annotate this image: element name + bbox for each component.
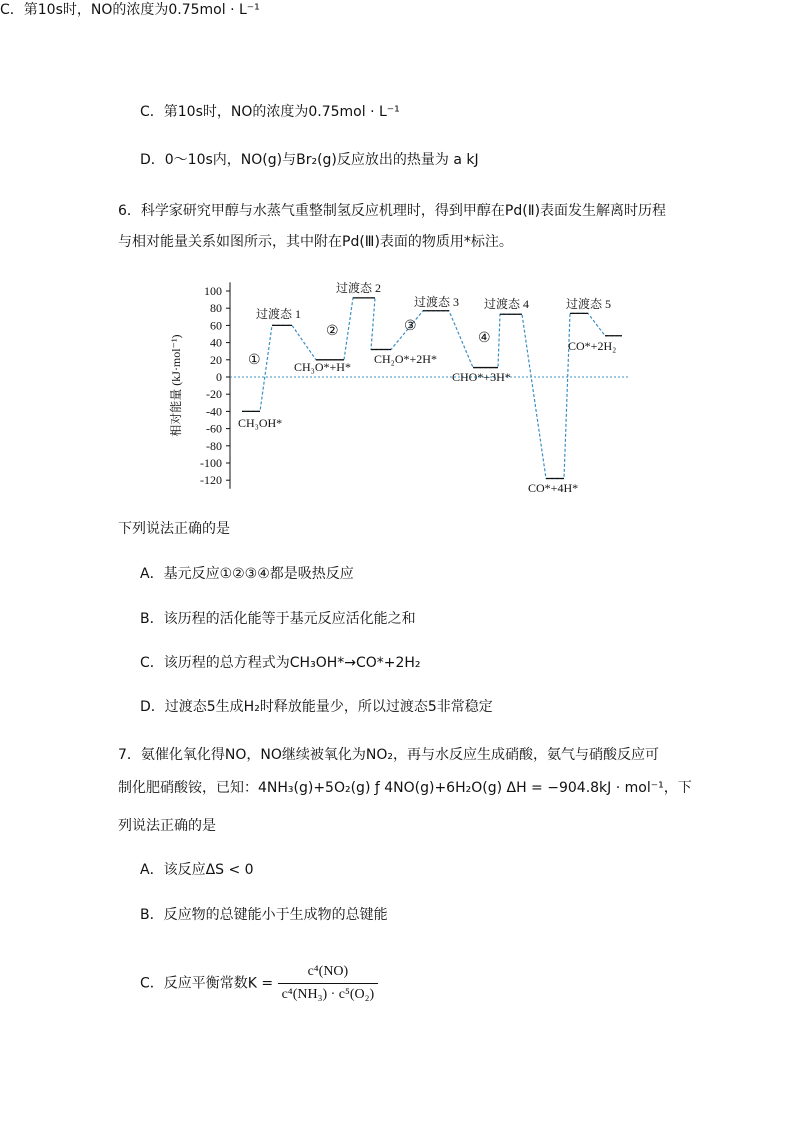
energy-level-label: CO*+4H*	[528, 481, 579, 495]
y-tick-label: -60	[206, 421, 222, 436]
q6-stem-line1: 6．科学家研究甲醇与水蒸气重整制氢反应机理时，得到甲醇在Pd(Ⅱ)表面发生解离时历程	[118, 203, 667, 219]
step-marker: ④	[478, 331, 491, 346]
y-axis-label: 相对能量 (kJ·mol⁻¹)	[169, 334, 183, 437]
y-tick-label: 20	[210, 352, 222, 367]
q7-stem-line3: 列说法正确的是	[118, 818, 216, 834]
energy-level-label: CH₃OH*	[238, 416, 283, 430]
energy-level-label: CH₂O*+2H*	[374, 352, 437, 366]
reaction-path	[242, 298, 622, 479]
y-tick-label: -20	[206, 387, 222, 402]
q7-option-c-prefix: C．反应平衡常数K =	[140, 975, 274, 992]
y-tick-label: 40	[210, 335, 222, 350]
y-tick-label: -120	[200, 473, 222, 488]
q7-option-a: A．该反应ΔS < 0	[140, 862, 254, 878]
q7-stem-line1: 7．氨催化氧化得NO，NO继续被氧化为NO₂，再与水反应生成硝酸，氨气与硝酸反应可	[118, 747, 659, 763]
energy-level-label: 过渡态 1	[256, 307, 302, 321]
y-tick-label: -80	[206, 438, 222, 453]
q6-option-c: C．该历程的总方程式为CH₃OH*→CO*+2H₂	[140, 655, 421, 671]
q6-prompt: 下列说法正确的是	[118, 521, 230, 537]
step-marker: ③	[404, 319, 417, 334]
q6-option-b: B．该历程的活化能等于基元反应活化能之和	[140, 611, 416, 627]
q6-stem-line2: 与相对能量关系如图所示，其中附在Pd(Ⅲ)表面的物质用*标注。	[118, 234, 513, 250]
q7-option-c	[140, 962, 378, 1005]
energy-level-label: 过渡态 2	[336, 281, 382, 295]
q6-option-d: D．过渡态5生成H₂时释放能量少，所以过渡态5非常稳定	[140, 699, 493, 715]
step-marker: ②	[326, 324, 339, 339]
energy-profile-chart	[168, 270, 638, 500]
y-tick-label: 60	[210, 318, 222, 333]
option-d-prev: D．0～10s内，NO(g)与Br₂(g)反应放出的热量为 a kJ	[140, 152, 479, 168]
energy-level-label: 过渡态 3	[414, 295, 460, 309]
energy-level-label: CH₃O*+H*	[294, 360, 351, 374]
y-tick-label: 0	[216, 370, 222, 384]
energy-level-label: CO*+2H₂	[568, 339, 617, 353]
fraction-numerator: c⁴(NO)	[278, 962, 379, 984]
y-tick-label: 80	[210, 301, 222, 316]
energy-level-label: CHO*+3H*	[452, 370, 511, 384]
energy-level-label: 过渡态 5	[566, 297, 612, 311]
q6-option-a: A．基元反应①②③④都是吸热反应	[140, 566, 354, 582]
fraction-denominator: c⁴(NH₃) · c⁵(O₂)	[281, 987, 375, 1002]
option-c-prev: C．第10s时，NO的浓度为0.75mol · L⁻¹	[0, 2, 260, 18]
option-c-prev: C．第10s时，NO的浓度为0.75mol · L⁻¹	[140, 104, 400, 120]
step-marker: ①	[248, 353, 261, 368]
y-tick-label: -100	[200, 456, 222, 470]
y-tick-label: 100	[204, 284, 222, 298]
energy-level-label: 过渡态 4	[484, 297, 530, 311]
equilibrium-constant-fraction	[278, 962, 379, 1005]
y-tick-label: -40	[206, 404, 222, 419]
q7-option-b: B．反应物的总键能小于生成物的总键能	[140, 907, 388, 923]
q7-stem-line2: 制化肥硝酸铵，已知：4NH₃(g)+5O₂(g) ƒ 4NO(g)+6H₂O(g) ΔH = −904.8kJ · mol⁻¹，下	[118, 780, 692, 796]
